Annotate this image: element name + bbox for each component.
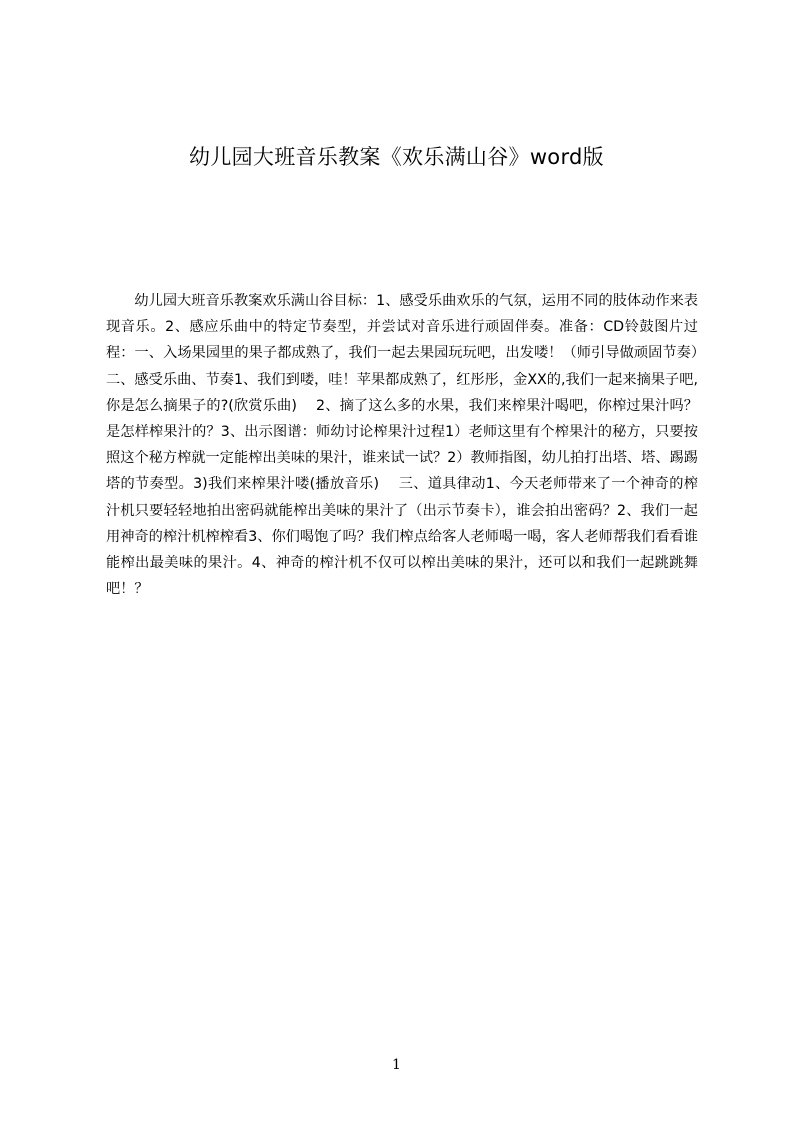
document-title: 幼儿园大班音乐教案《欢乐满山谷》word版: [189, 145, 604, 169]
document-body-paragraph: 幼儿园大班音乐教案欢乐满山谷目标：1、感受乐曲欢乐的气氛，运用不同的肢体动作来表现音乐。2、感应乐曲中的特定节奏型，并尝试对音乐进行顽固伴奏。准备：CD铃鼓图片过程：一、入场果园里的果子都成熟了，我们一起去果园玩玩吧，出发喽！（师引导做顽固节奏）二、感受乐曲、节奏1、我们到喽，哇！苹果都成熟了，红彤彤，金XX的,我们一起来摘果子吧,你是怎么摘果子的?(欣赏乐曲) 2、摘了这么多的水果，我们来榨果汁喝吧，你榨过果汁吗？是怎样榨果汁的？3、出示图谱：师幼讨论榨果汁过程1）老师这里有个榨果汁的秘方，只要按照这个秘方榨就一定能榨出美味的果汁，谁来试一试？2）教师指图，幼儿拍打出塔、塔、踢踢塔的节奏型。3)我们来榨果汁喽(播放音乐) 三、道具律动1、今天老师带来了一个神奇的榨汁机只要轻轻地拍出密码就能榨出美味的果汁了（出示节奏卡），谁会拍出密码？2、我们一起用神奇的榨汁机榨榨看3、你们喝饱了吗？我们榨点给客人老师喝一喝，客人老师帮我们看看谁能榨出最美味的果汁。4、神奇的榨汁机不仅可以榨出美味的果汁，还可以和我们一起跳跳舞吧！？: [106, 293, 698, 598]
page-number: 1: [392, 1057, 401, 1073]
